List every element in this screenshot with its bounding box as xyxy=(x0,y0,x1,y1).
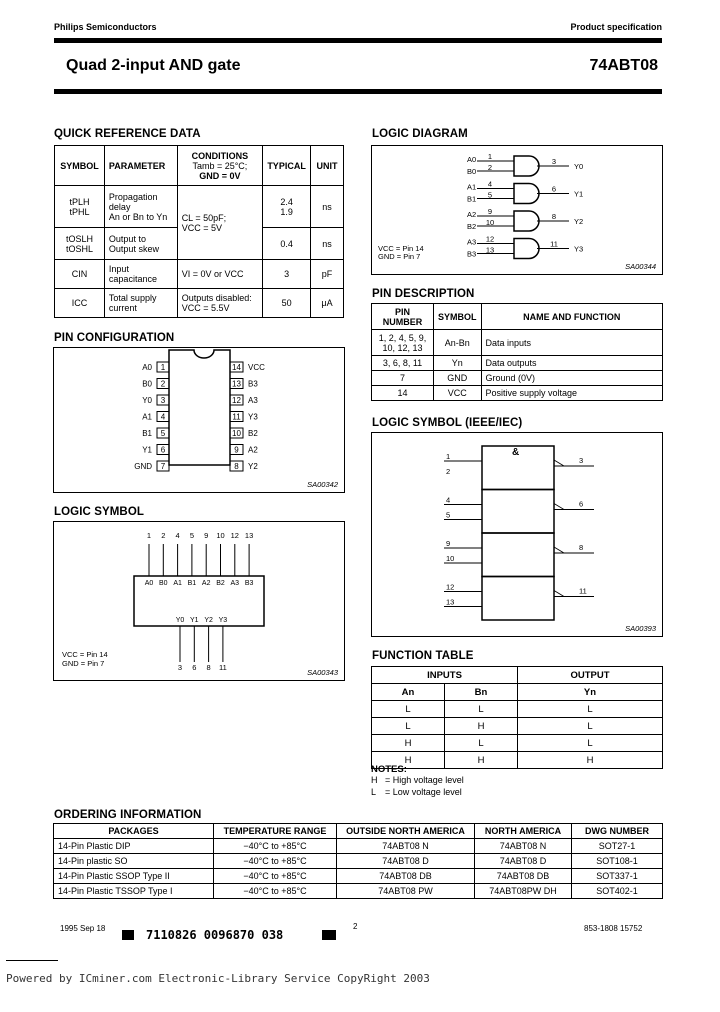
quick-reference-title: QUICK REFERENCE DATA xyxy=(54,128,201,140)
svg-text:8: 8 xyxy=(551,212,557,221)
table-row: CIN Input capacitance VI = 0V or VCC 3 pF xyxy=(55,260,344,289)
svg-text:2: 2 xyxy=(446,467,451,476)
note-low: L = Low voltage level xyxy=(371,787,462,797)
vcc-note: VCC = Pin 14 xyxy=(62,650,108,659)
svg-text:4: 4 xyxy=(160,412,166,422)
svg-text:9: 9 xyxy=(204,531,209,540)
figure-id: SA00343 xyxy=(307,668,338,677)
barcode-text: 7110826 0096870 038 xyxy=(146,928,284,942)
svg-text:10: 10 xyxy=(216,531,225,540)
svg-text:6: 6 xyxy=(579,499,584,509)
svg-text:A0: A0 xyxy=(144,580,154,587)
svg-text:VCC: VCC xyxy=(248,363,265,372)
svg-text:7: 7 xyxy=(160,462,166,471)
table-row: 14-Pin Plastic TSSOP Type I −40°C to +85°C 74ABT08 PW 74ABT08PW DH SOT402-1 xyxy=(54,884,663,899)
gnd-note: GND = Pin 7 xyxy=(378,252,421,261)
svg-text:6: 6 xyxy=(192,663,197,672)
svg-text:Y3: Y3 xyxy=(574,244,584,254)
svg-text:Y0: Y0 xyxy=(142,396,152,405)
and-symbol: & xyxy=(512,447,520,458)
svg-text:12: 12 xyxy=(230,531,239,540)
footer-date: 1995 Sep 18 xyxy=(60,924,106,933)
col-typical: TYPICAL xyxy=(263,146,311,186)
svg-text:B0: B0 xyxy=(159,580,168,587)
svg-text:B0: B0 xyxy=(467,167,477,176)
svg-text:12: 12 xyxy=(485,234,495,244)
svg-text:1: 1 xyxy=(160,363,166,372)
gnd-note: GND = Pin 7 xyxy=(62,659,105,668)
svg-text:10: 10 xyxy=(446,554,455,563)
svg-text:14: 14 xyxy=(232,363,241,372)
table-row: 1, 2, 4, 5, 9, 10, 12, 13 An-Bn Data inputs xyxy=(372,330,663,356)
svg-text:13: 13 xyxy=(232,379,241,389)
col-conditions: CONDITIONS Tamb = 25°C; GND = 0V xyxy=(177,146,262,186)
svg-text:3: 3 xyxy=(579,456,584,465)
svg-text:10: 10 xyxy=(232,429,241,438)
svg-text:11: 11 xyxy=(579,586,587,596)
svg-text:1: 1 xyxy=(146,531,152,540)
svg-text:Y1: Y1 xyxy=(190,617,199,624)
page-number: 2 xyxy=(353,922,358,931)
col-parameter: PARAMETER xyxy=(104,146,177,186)
table-row: 3, 6, 8, 11 Yn Data outputs xyxy=(372,356,663,371)
table-row: L L L xyxy=(372,701,663,718)
barcode-mark-right xyxy=(322,930,336,940)
svg-text:4: 4 xyxy=(175,531,180,540)
svg-text:A0: A0 xyxy=(467,155,477,164)
figure-id: SA00393 xyxy=(625,624,656,633)
svg-text:13: 13 xyxy=(446,597,455,607)
vcc-note: VCC = Pin 14 xyxy=(378,244,424,253)
svg-text:4: 4 xyxy=(487,179,493,189)
table-row: tPLH tPHL Propagation delay An or Bn to Yn CL = 50pF; VCC = 5V 2.4 1.9 ns xyxy=(55,186,344,228)
svg-text:Y3: Y3 xyxy=(248,412,258,422)
svg-text:13: 13 xyxy=(485,245,495,255)
pin-configuration-diagram xyxy=(53,347,345,493)
svg-text:A0: A0 xyxy=(142,363,152,372)
svg-text:B3: B3 xyxy=(244,580,254,587)
svg-text:A3: A3 xyxy=(230,580,240,587)
table-row: H L L xyxy=(372,735,663,752)
svg-text:3: 3 xyxy=(551,157,557,166)
svg-text:B2: B2 xyxy=(248,429,258,438)
table-row: L H L xyxy=(372,718,663,735)
svg-text:9: 9 xyxy=(487,207,493,216)
svg-text:3: 3 xyxy=(177,663,183,672)
col-symbol: SYMBOL xyxy=(55,146,105,186)
svg-text:5: 5 xyxy=(189,531,194,540)
svg-text:1: 1 xyxy=(446,452,451,461)
ieee-and-block-icon xyxy=(372,433,662,636)
table-row: 14-Pin Plastic SSOP Type II −40°C to +85°C 74ABT08 DB 74ABT08 DB SOT337-1 xyxy=(54,869,663,884)
ordering-table: PACKAGES TEMPERATURE RANGE OUTSIDE NORTH AMERICA NORTH AMERICA DWG NUMBER 14-Pin Plastic DIP −40°C to +85°C 74ABT08 N 74ABT08 N SOT27-1 14-Pin plastic SO −40°C to +85°C 74ABT08 D 74ABT08 D SOT108-1 14-Pin Plastic SSOP Type II −40°C to +85°C 74ABT08 DB 74ABT08 DB SOT337-1 14-Pin Plastic TSSOP Type I −40°C to +85°C 74ABT08 PW 74ABT08PW DH SOT402-1 xyxy=(53,823,663,899)
svg-text:B3: B3 xyxy=(248,379,258,389)
svg-text:5: 5 xyxy=(446,510,451,520)
company-name: Philips Semiconductors xyxy=(54,22,157,32)
svg-text:5: 5 xyxy=(487,190,493,200)
figure-id: SA00342 xyxy=(307,480,338,489)
pin-description-title: PIN DESCRIPTION xyxy=(372,288,475,300)
svg-text:A2: A2 xyxy=(201,580,211,587)
function-table: INPUTS OUTPUT An Bn Yn L L L L H L H L L H H H xyxy=(371,666,663,769)
table-row: 14-Pin Plastic DIP −40°C to +85°C 74ABT08 N 74ABT08 N SOT27-1 xyxy=(54,839,663,854)
svg-text:GND: GND xyxy=(134,462,152,471)
logic-symbol-ieee-title: LOGIC SYMBOL (IEEE/IEC) xyxy=(372,417,523,429)
svg-text:6: 6 xyxy=(551,184,557,194)
page-title: Quad 2-input AND gate xyxy=(66,57,241,74)
part-number: 74ABT08 xyxy=(589,57,658,74)
doc-type: Product specification xyxy=(570,22,662,32)
table-row: 14-Pin plastic SO −40°C to +85°C 74ABT08 D 74ABT08 D SOT108-1 xyxy=(54,854,663,869)
svg-text:11: 11 xyxy=(219,663,227,672)
figure-id: SA00344 xyxy=(625,262,656,271)
svg-text:13: 13 xyxy=(244,531,254,540)
svg-text:B2: B2 xyxy=(467,222,477,231)
svg-text:10: 10 xyxy=(485,218,495,227)
svg-text:1: 1 xyxy=(487,152,493,161)
svg-text:Y2: Y2 xyxy=(248,462,258,471)
table-row: tOSLH tOSHL Output to Output skew 0.4 ns xyxy=(55,228,344,260)
notes-title: NOTES: xyxy=(371,764,407,775)
table-row: ICC Total supply current Outputs disabled: VCC = 5.5V 50 μA xyxy=(55,289,344,318)
table-row: 7 GND Ground (0V) xyxy=(372,371,663,386)
doc-number: 853-1808 15752 xyxy=(584,924,643,933)
logic-symbol-title: LOGIC SYMBOL xyxy=(54,506,145,518)
header-rule xyxy=(54,38,662,43)
svg-text:3: 3 xyxy=(160,396,166,405)
svg-text:Y3: Y3 xyxy=(218,617,228,624)
svg-text:6: 6 xyxy=(160,445,166,455)
footer-rule xyxy=(6,960,58,961)
svg-text:B0: B0 xyxy=(142,379,152,389)
pin-description-table: PIN NUMBER SYMBOL NAME AND FUNCTION 1, 2, 4, 5, 9, 10, 12, 13 An-Bn Data inputs 3, 6, 8, 11 Yn Data outputs 7 GND Ground (0V) 14 VCC Positive supply voltage xyxy=(371,303,663,401)
function-table-title: FUNCTION TABLE xyxy=(372,650,474,662)
svg-text:9: 9 xyxy=(446,539,451,548)
svg-text:4: 4 xyxy=(446,495,451,505)
col-unit: UNIT xyxy=(311,146,344,186)
svg-text:B1: B1 xyxy=(187,580,197,587)
svg-text:B1: B1 xyxy=(142,429,152,438)
barcode-mark-left xyxy=(122,930,134,940)
svg-text:2: 2 xyxy=(487,163,493,172)
table-row: 14 VCC Positive supply voltage xyxy=(372,386,663,401)
logic-diagram xyxy=(371,145,663,275)
title-rule xyxy=(54,89,662,94)
svg-text:A2: A2 xyxy=(467,210,477,219)
svg-text:A3: A3 xyxy=(467,237,477,247)
svg-text:A1: A1 xyxy=(467,182,477,192)
svg-text:Y0: Y0 xyxy=(574,162,584,171)
svg-text:Y1: Y1 xyxy=(142,445,152,455)
svg-text:A3: A3 xyxy=(248,396,258,405)
logic-symbol-diagram xyxy=(53,521,345,681)
svg-text:2: 2 xyxy=(161,531,166,540)
svg-text:11: 11 xyxy=(550,239,558,249)
quick-reference-table xyxy=(54,145,344,318)
svg-text:Y1: Y1 xyxy=(574,189,584,199)
logic-symbol-ieee-diagram xyxy=(371,432,663,637)
svg-text:12: 12 xyxy=(232,396,241,405)
table-row: H H H xyxy=(372,752,663,769)
note-high: H = High voltage level xyxy=(371,775,464,785)
svg-text:8: 8 xyxy=(206,663,211,672)
svg-text:8: 8 xyxy=(234,462,239,471)
svg-text:B3: B3 xyxy=(467,249,477,259)
svg-text:B1: B1 xyxy=(467,194,477,204)
svg-text:A2: A2 xyxy=(248,445,258,455)
logic-diagram-title: LOGIC DIAGRAM xyxy=(372,128,468,140)
svg-text:9: 9 xyxy=(234,445,239,455)
svg-text:2: 2 xyxy=(160,379,166,389)
svg-text:A1: A1 xyxy=(173,580,182,587)
svg-text:B2: B2 xyxy=(216,580,225,587)
svg-text:Y2: Y2 xyxy=(204,617,213,624)
powered-by-text: Powered by ICminer.com Electronic-Library Service CopyRight 2003 xyxy=(6,972,430,985)
ordering-title: ORDERING INFORMATION xyxy=(54,809,202,821)
svg-text:A1: A1 xyxy=(142,412,152,422)
svg-text:11: 11 xyxy=(232,412,241,422)
svg-text:8: 8 xyxy=(579,543,584,552)
svg-text:Y2: Y2 xyxy=(574,217,584,226)
pin-configuration-title: PIN CONFIGURATION xyxy=(54,332,175,344)
svg-text:Y0: Y0 xyxy=(175,617,185,624)
svg-text:5: 5 xyxy=(160,429,166,438)
svg-text:12: 12 xyxy=(446,582,455,592)
